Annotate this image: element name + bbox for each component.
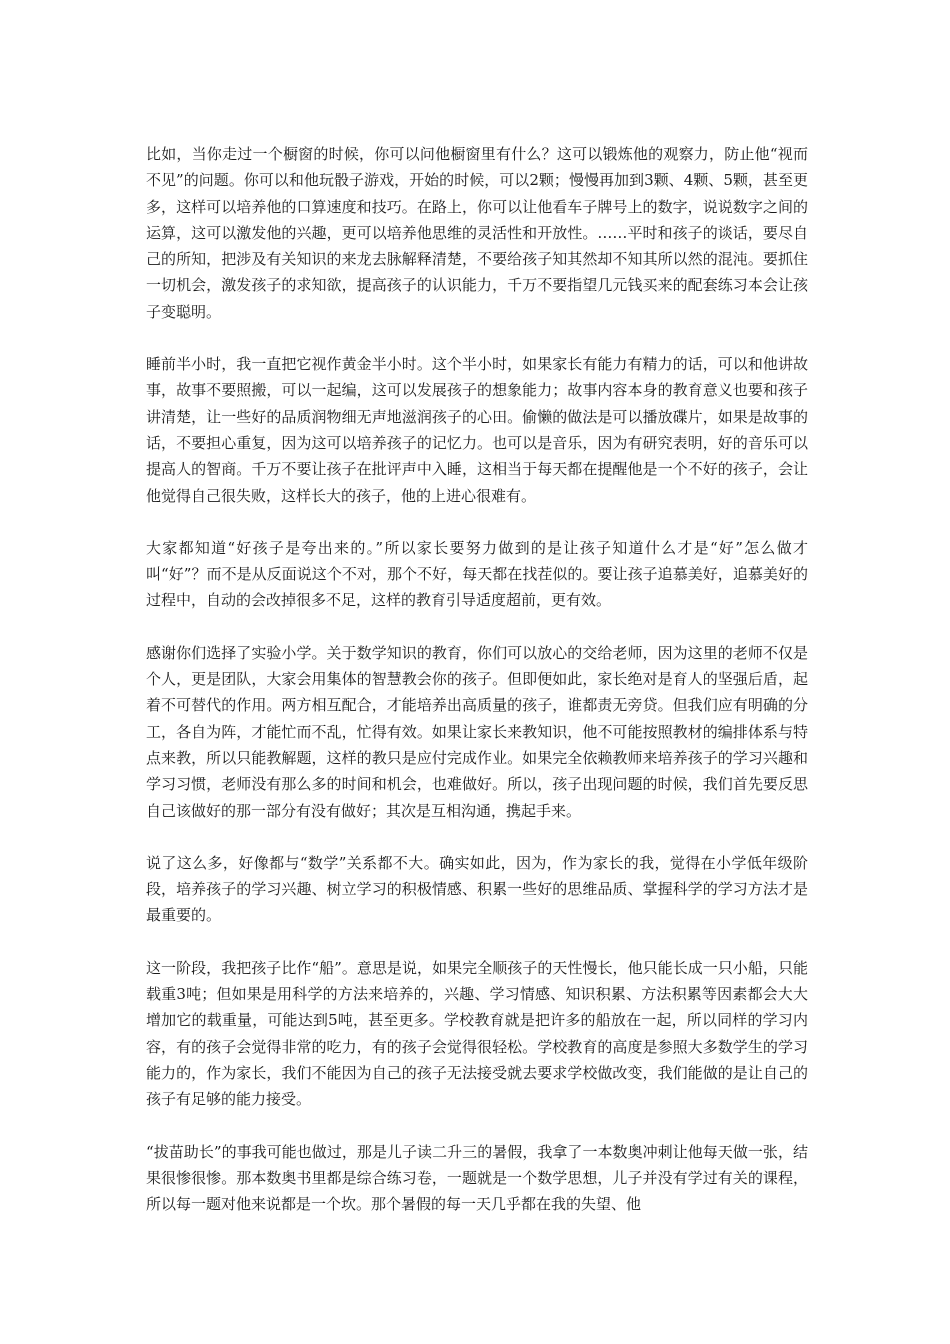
paragraph-bedtime-half-hour: 睡前半小时，我一直把它视作黄金半小时。这个半小时，如果家长有能力有精力的话，可以和他讲故事，故事不要照搬，可以一起编，这可以发展孩子的想象能力；故事内容本身的教育意义也要和孩子讲清楚，让一些好的品质润物细无声地滋润孩子的心田。偷懒的做法是可以播放碟片，如果是故事的话，不要担心重复，因为这可以培养孩子的记忆力。也可以是音乐，因为有研究表明，好的音乐可以提高人的智商。千万不要让孩子在批评声中入睡，这相当于每天都在提醒他是一个不好的孩子，会让他觉得自己很失败，这样长大的孩子，他的上进心很难有。	[146, 355, 808, 505]
paragraph-boat-metaphor: 这一阶段，我把孩子比作“船”。意思是说，如果完全顺孩子的天性慢长，他只能长成一只小船，只能载重3吨；但如果是用科学的方法来培养的，兴趣、学习情感、知识积累、方法积累等因素都会大大增加它的载重量，可能达到5吨，甚至更多。学校教育就是把许多的船放在一起，所以同样的学习内容，有的孩子会觉得非常的吃力，有的孩子会觉得很轻松。学校教育的高度是参照大多数学生的学习能力的，作为家长，我们不能因为自己的孩子无法接受就去要求学校做改变，我们能做的是让自己的孩子有足够的能力接受。	[146, 958, 808, 1109]
paragraph-praise-good-child: 大家都知道“好孩子是夸出来的。”所以家长要努力做到的是让孩子知道什么才是“好”怎么做才叫“好”？而不是从反面说这个不对，那个不好，每天都在找茬似的。要让孩子追慕美好，追慕美好的过程中，自动的会改掉很多不足，这样的教育引导适度超前，更有效。	[146, 538, 808, 610]
paragraph-observation-games: 比如，当你走过一个橱窗的时候，你可以问他橱窗里有什么？这可以锻炼他的观察力，防止他“视而不见”的问题。你可以和他玩骰子游戏，开始的时候，可以2颗；慢慢再加到3颗、4颗、5颗，甚至更多，这样可以培养他的口算速度和技巧。在路上，你可以让他看车子牌号上的数字，说说数字之间的运算，这可以激发他的兴趣，更可以培养他思维的灵活性和开放性。……平时和孩子的谈话，要尽自己的所知，把涉及有关知识的来龙去脉解释清楚，不要给孩子知其然却不知其所以然的混沌。要抓住一切机会，激发孩子的求知欲，提高孩子的认识能力，千万不要指望几元钱买来的配套练习本会让孩子变聪明。	[146, 145, 808, 321]
document-body	[146, 141, 808, 1217]
paragraph-thanks-school: 感谢你们选择了实验小学。关于数学知识的教育，你们可以放心的交给老师，因为这里的老师不仅是个人，更是团队，大家会用集体的智慧教会你的孩子。但即便如此，家长绝对是育人的坚强后盾，起着不可替代的作用。两方相互配合，才能培养出高质量的孩子，谁都责无旁贷。但我们应有明确的分工，各自为阵，才能忙而不乱，忙得有效。如果让家长来教知识，他不可能按照教材的编排体系与特点来教，所以只能教解题，这样的教只是应付完成作业。如果完全依赖教师来培养孩子的学习兴趣和学习习惯，老师没有那么多的时间和机会，也难做好。所以，孩子出现问题的时候，我们首先要反思自己该做好的那一部分有没有做好；其次是互相沟通，携起手来。	[146, 643, 808, 820]
paragraph-pulling-seedlings: “拔苗助长”的事我可能也做过，那是儿子读二升三的暑假，我拿了一本数奥冲刺让他每天做一张，结果很惨很惨。那本数奥书里都是综合练习卷，一题就是一个数学思想，儿子并没有学过有关的课程，所以每一题对他来说都是一个坎。那个暑假的每一天几乎都在我的失望、他	[146, 1142, 808, 1214]
paragraph-not-about-math: 说了这么多，好像都与“数学”关系都不大。确实如此，因为，作为家长的我，觉得在小学低年级阶段，培养孩子的学习兴趣、树立学习的积极情感、积累一些好的思维品质、掌握科学的学习方法才是最重要的。	[146, 853, 808, 925]
